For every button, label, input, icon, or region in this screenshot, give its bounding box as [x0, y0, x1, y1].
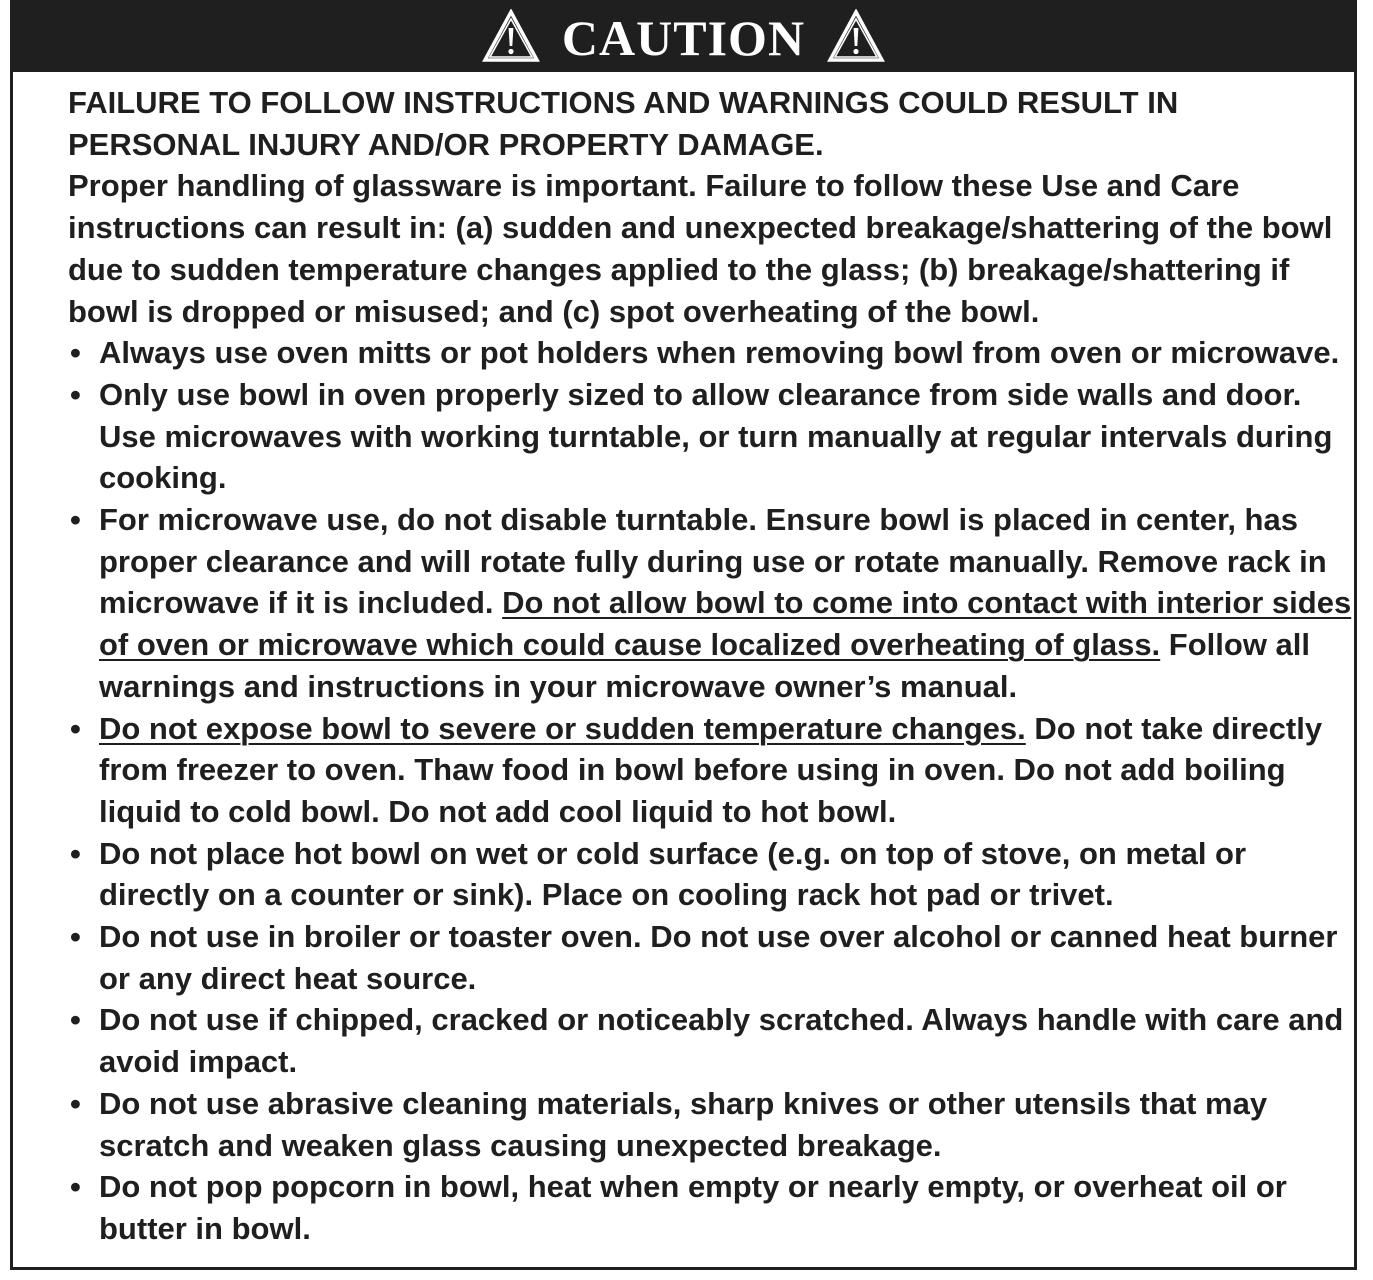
list-item — [68, 999, 1353, 1082]
list-item-text: Do not use in broiler or toaster oven. Do not use over alcohol or canned heat burner or any direct heat source. — [99, 919, 1338, 996]
list-item-text: Only use bowl in oven properly sized to allow clearance from side walls and door. Use microwaves with working turntable, or turn manually at regular intervals during cooking. — [99, 376, 1333, 496]
list-item — [68, 708, 1353, 833]
instruction-list — [68, 332, 1353, 1249]
list-item-text: For microwave use, do not disable turntable. Ensure bowl is placed in center, has proper clearance and will rotate fully during use or rotate manually. Remove rack in microwave if it is included. — [99, 502, 1327, 621]
list-item-text: Do not take directly from freezer to oven. Thaw food in bowl before using in oven. Do not add boiling liquid to cold bowl. Do not add cool liquid to hot bowl. — [99, 710, 1323, 829]
warning-triangle-icon — [482, 9, 540, 63]
list-item-text: Always use oven mitts or pot holders when removing bowl from oven or microwave. — [99, 335, 1340, 371]
caution-label — [10, 0, 1357, 1270]
list-item-text: Follow all warnings and instructions in your microwave owner’s manual. — [99, 627, 1311, 704]
list-item — [68, 1083, 1353, 1166]
list-item — [68, 833, 1353, 916]
intro-paragraph: Proper handling of glassware is important. Failure to follow these Use and Care instructions can result in: (a) sudden and unexpected breakage/shattering of the bowl due to sudden temperature changes applied to the glass; (b) breakage/shattering if bowl is dropped or misused; and (c) spot overheating of the bowl. — [68, 168, 1333, 329]
list-item-text: Do not use abrasive cleaning materials, sharp knives or other utensils that may scratch and weaken glass causing unexpected breakage. — [99, 1085, 1268, 1163]
list-item-text: Do not use if chipped, cracked or noticeably scratched. Always handle with care and avoid impact. — [99, 1002, 1344, 1080]
underlined-warning: Do not expose bowl to severe or sudden temperature changes. — [99, 710, 1026, 746]
caution-header — [13, 0, 1354, 72]
list-item — [68, 332, 1353, 374]
list-item-text: Do not place hot bowl on wet or cold surface (e.g. on top of stove, on metal or directly on a counter or sink). Place on cooling rack hot pad or trivet. — [99, 835, 1247, 913]
list-item — [68, 374, 1353, 499]
warning-triangle-icon — [827, 9, 885, 63]
list-item — [68, 916, 1353, 999]
caution-body — [68, 82, 1353, 1250]
caution-title: CAUTION — [561, 10, 806, 66]
list-item-text: Do not pop popcorn in bowl, heat when empty or nearly empty, or overheat oil or butter in bowl. — [99, 1169, 1287, 1246]
underlined-warning: Do not allow bowl to come into contact with interior sides of oven or microwave which could cause localized overheating of glass. — [99, 585, 1352, 663]
warning-lead: FAILURE TO FOLLOW INSTRUCTIONS AND WARNINGS COULD RESULT IN PERSONAL INJURY AND/OR PROPERTY DAMAGE. — [68, 85, 1179, 162]
list-item — [68, 499, 1353, 708]
list-item — [68, 1166, 1353, 1249]
